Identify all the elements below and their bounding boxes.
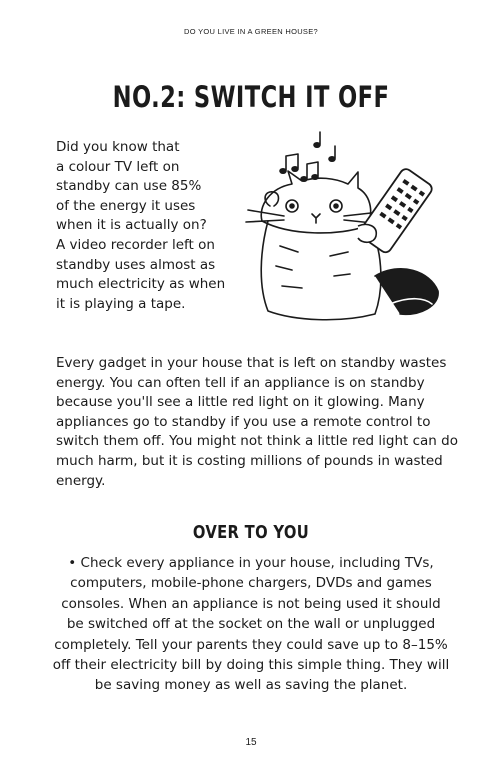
page-number: 15	[245, 737, 257, 748]
intro-line: A video recorder left on	[56, 236, 215, 253]
section-heading: OVER TO YOU	[192, 522, 310, 543]
tip-line: completely. Tell your parents they could save up to 8–15%	[54, 636, 448, 653]
body-line: energy. You can often tell if an appliance is on standby	[56, 374, 425, 391]
body-line: energy.	[56, 472, 106, 489]
body-line: Every gadget in your house that is left on standby wastes	[56, 355, 447, 371]
intro-line: standby uses almost as	[56, 256, 216, 273]
tip-line: • Check every appliance in your house, including TVs,	[68, 555, 434, 571]
body-line: appliances go to standby if you use a remote control to	[56, 413, 431, 430]
page-title: NO.2: SWITCH IT OFF	[112, 80, 390, 114]
intro-paragraph	[56, 138, 256, 314]
tip-line: consoles. When an appliance is not being used it should	[61, 595, 441, 612]
tip-line: off their electricity bill by doing this simple thing. They will	[52, 657, 450, 674]
tip-line: computers, mobile-phone chargers, DVDs and games	[70, 575, 432, 592]
intro-line: when it is actually on?	[56, 217, 207, 234]
body-line: much harm, but it is costing millions of pounds in wasted	[56, 452, 443, 469]
body-line: switch them off. You might not think a little red light can do	[56, 433, 458, 450]
intro-line: much electricity as when	[56, 276, 226, 293]
intro-line: it is playing a tape.	[56, 295, 186, 312]
body-paragraph	[56, 354, 456, 491]
body-line: because you'll see a little red light on it glowing. Many	[56, 394, 425, 411]
intro-line: Did you know that	[56, 139, 180, 155]
cat-with-remote-control-illustration	[240, 126, 455, 326]
tip-paragraph	[48, 553, 454, 696]
intro-line: a colour TV left on	[56, 158, 180, 175]
running-head: DO YOU LIVE IN A GREEN HOUSE?	[183, 27, 319, 36]
tip-line: be switched off at the socket on the wall or unplugged	[66, 616, 436, 633]
intro-line: of the energy it uses	[56, 197, 196, 214]
intro-line: standby can use 85%	[56, 178, 202, 195]
tip-line: be saving money as well as saving the planet.	[94, 677, 408, 694]
